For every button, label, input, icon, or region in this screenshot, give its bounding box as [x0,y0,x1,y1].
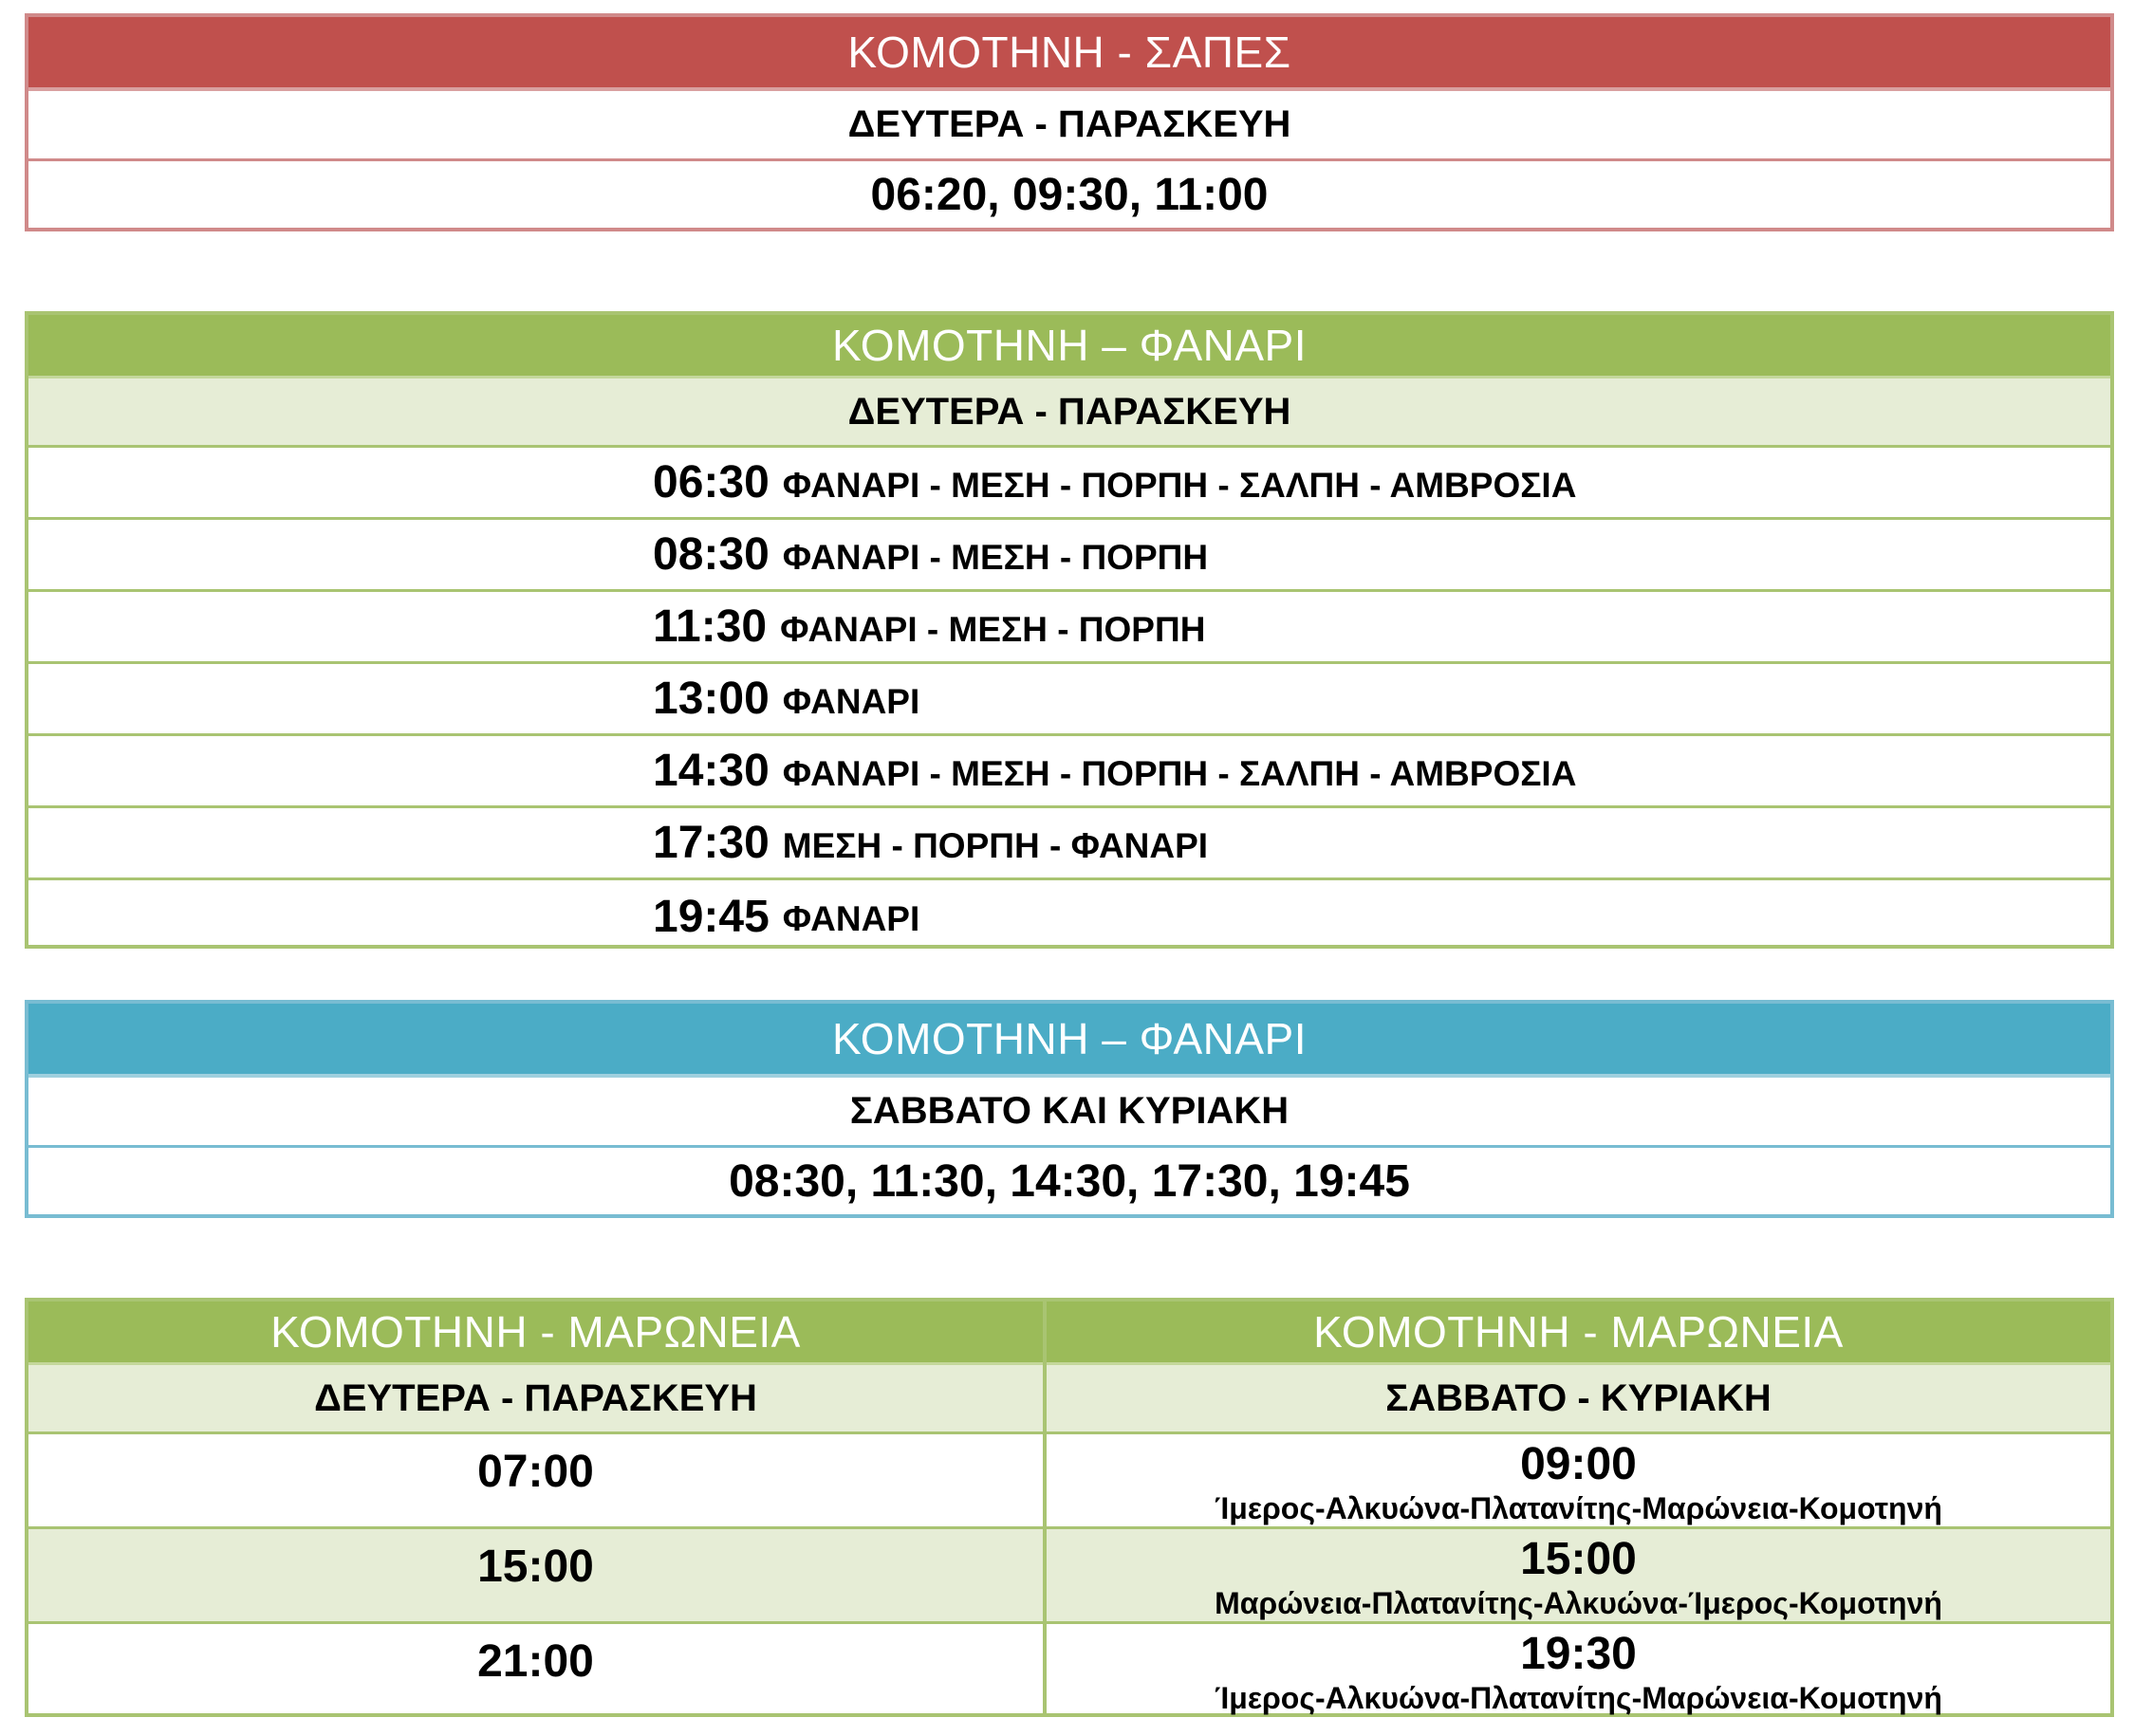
schedule-table-fanari-weekend [25,1000,2114,1218]
table-title: ΚΟΜΟΤΗΝΗ - ΜΑΡΩΝΕΙΑ [1047,1302,2110,1362]
departure-times: 06:20, 09:30, 11:00 [870,169,1269,220]
table-title: ΚΟΜΟΤΗΝΗ - ΣΑΠΕΣ [28,17,2110,91]
trip-time: 06:30 [653,457,770,508]
trip-time: 09:00 [1520,1439,1637,1489]
trip-time: 17:30 [653,818,770,868]
table-title: ΚΟΜΟΤΗΝΗ - ΜΑΡΩΝΕΙΑ [28,1302,1043,1362]
days-label: ΣΑΒΒΑΤΟ ΚΑΙ ΚΥΡΙΑΚΗ [28,1078,2110,1148]
trip-time: 19:30 [1520,1629,1637,1679]
trip-row [28,1624,1043,1719]
trip-route: ΦΑΝΑΡΙ - ΜΕΣΗ - ΠΟΡΠΗ - ΣΑΛΠΗ - ΑΜΒΡΟΣΙΑ [782,465,1577,505]
departure-times: 08:30, 11:30, 14:30, 17:30, 19:45 [729,1155,1410,1207]
trip-row [28,592,2110,664]
trip-time: 15:00 [477,1542,594,1592]
schedule-table-sapes [25,13,2114,231]
trip-row [1047,1434,2110,1529]
trip-row [28,448,2110,520]
days-label: ΔΕΥΤΕΡΑ - ΠΑΡΑΣΚΕΥΗ [28,91,2110,161]
weekday-column [28,1302,1047,1713]
trip-row [28,520,2110,592]
trip-time: 21:00 [477,1636,594,1687]
trip-route: ΦΑΝΑΡΙ - ΜΕΣΗ - ΠΟΡΠΗ [780,609,1206,649]
trip-time: 08:30 [653,529,770,580]
trip-row [28,1529,1043,1624]
trip-time: 19:45 [653,891,770,942]
trip-route: Ίμερος-Αλκυώνα-Πλατανίτης-Μαρώνεια-Κομοτηνή [1215,1491,1942,1525]
trip-route: ΦΑΝΑΡΙ [782,899,920,938]
trip-row [28,1434,1043,1529]
trip-row [28,880,2110,952]
trip-row [28,808,2110,880]
trip-row [1047,1624,2110,1719]
trip-route: Ίμερος-Αλκυώνα-Πλατανίτης-Μαρώνεια-Κομοτηνή [1215,1681,1942,1715]
trip-time: 13:00 [653,674,770,724]
trip-time: 11:30 [653,601,768,652]
trip-route: Μαρώνεια-Πλατανίτης-Αλκυώνα-Ίμερος-Κομοτηνή [1215,1586,1942,1620]
table-title: ΚΟΜΟΤΗΝΗ – ΦΑΝΑΡΙ [28,315,2110,376]
trip-row [1047,1529,2110,1624]
schedule-table-maroneia [25,1298,2114,1717]
trip-row [28,664,2110,736]
schedule-table-fanari-weekdays [25,311,2114,949]
weekend-column [1047,1302,2110,1713]
trip-time: 14:30 [653,746,770,796]
days-label: ΔΕΥΤΕΡΑ - ΠΑΡΑΣΚΕΥΗ [28,1362,1043,1434]
trip-time: 15:00 [1520,1534,1637,1584]
trip-time: 07:00 [477,1447,594,1497]
trip-route: ΜΕΣΗ - ΠΟΡΠΗ - ΦΑΝΑΡΙ [782,825,1209,865]
table-title: ΚΟΜΟΤΗΝΗ – ΦΑΝΑΡΙ [28,1004,2110,1078]
trip-route: ΦΑΝΑΡΙ - ΜΕΣΗ - ΠΟΡΠΗ - ΣΑΛΠΗ - ΑΜΒΡΟΣΙΑ [782,753,1577,793]
trip-row [28,736,2110,808]
trip-route: ΦΑΝΑΡΙ [782,681,920,721]
days-label: ΔΕΥΤΕΡΑ - ΠΑΡΑΣΚΕΥΗ [28,376,2110,448]
days-label: ΣΑΒΒΑΤΟ - ΚΥΡΙΑΚΗ [1047,1362,2110,1434]
trip-route: ΦΑΝΑΡΙ - ΜΕΣΗ - ΠΟΡΠΗ [782,537,1209,577]
